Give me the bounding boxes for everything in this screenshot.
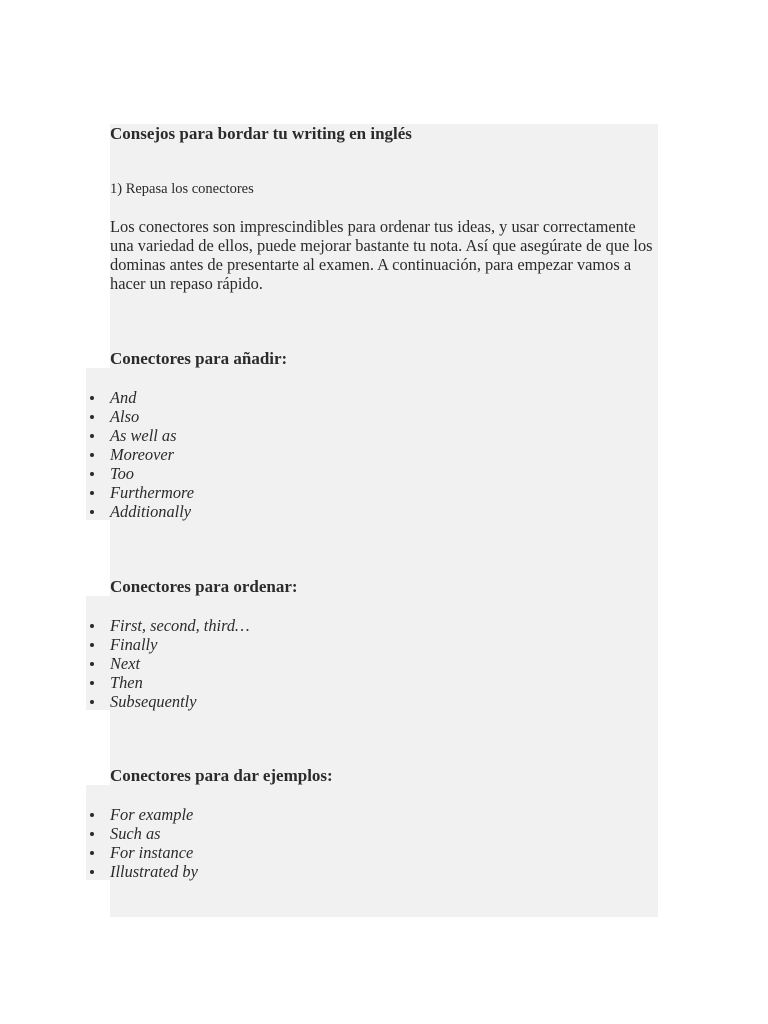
list-item: Next (86, 654, 250, 673)
list-item: And (86, 388, 194, 407)
section-heading-ejemplos: Conectores para dar ejemplos: (110, 766, 333, 785)
document-title: Consejos para bordar tu writing en inglés (110, 124, 412, 143)
list-item: For example (86, 805, 198, 824)
list-item: Subsequently (86, 692, 250, 711)
list-item: Such as (86, 824, 198, 843)
list-item: As well as (86, 426, 194, 445)
connector-list-ejemplos (86, 805, 198, 881)
list-item: Furthermore (86, 483, 194, 502)
section-heading-anadir: Conectores para añadir: (110, 349, 288, 368)
list-item: Too (86, 464, 194, 483)
connector-list-anadir (86, 388, 194, 521)
list-item: First, second, third… (86, 616, 250, 635)
intro-paragraph: Los conectores son imprescindibles para ordenar tus ideas, y usar correctamente una variedad de ellos, puede mejorar bastante tu nota. Así que asegúrate de que los dominas antes de presentarte al examen. A continuación, para empezar vamos a hacer un repaso rápido. (110, 217, 653, 293)
section-subheading: 1) Repasa los conectores (110, 181, 254, 197)
list-item: Illustrated by (86, 862, 198, 881)
section-heading-ordenar: Conectores para ordenar: (110, 577, 298, 596)
list-item: Also (86, 407, 194, 426)
list-item: Additionally (86, 502, 194, 521)
list-item: Then (86, 673, 250, 692)
list-item: For instance (86, 843, 198, 862)
list-item: Finally (86, 635, 250, 654)
list-item: Moreover (86, 445, 194, 464)
connector-list-ordenar (86, 616, 250, 711)
